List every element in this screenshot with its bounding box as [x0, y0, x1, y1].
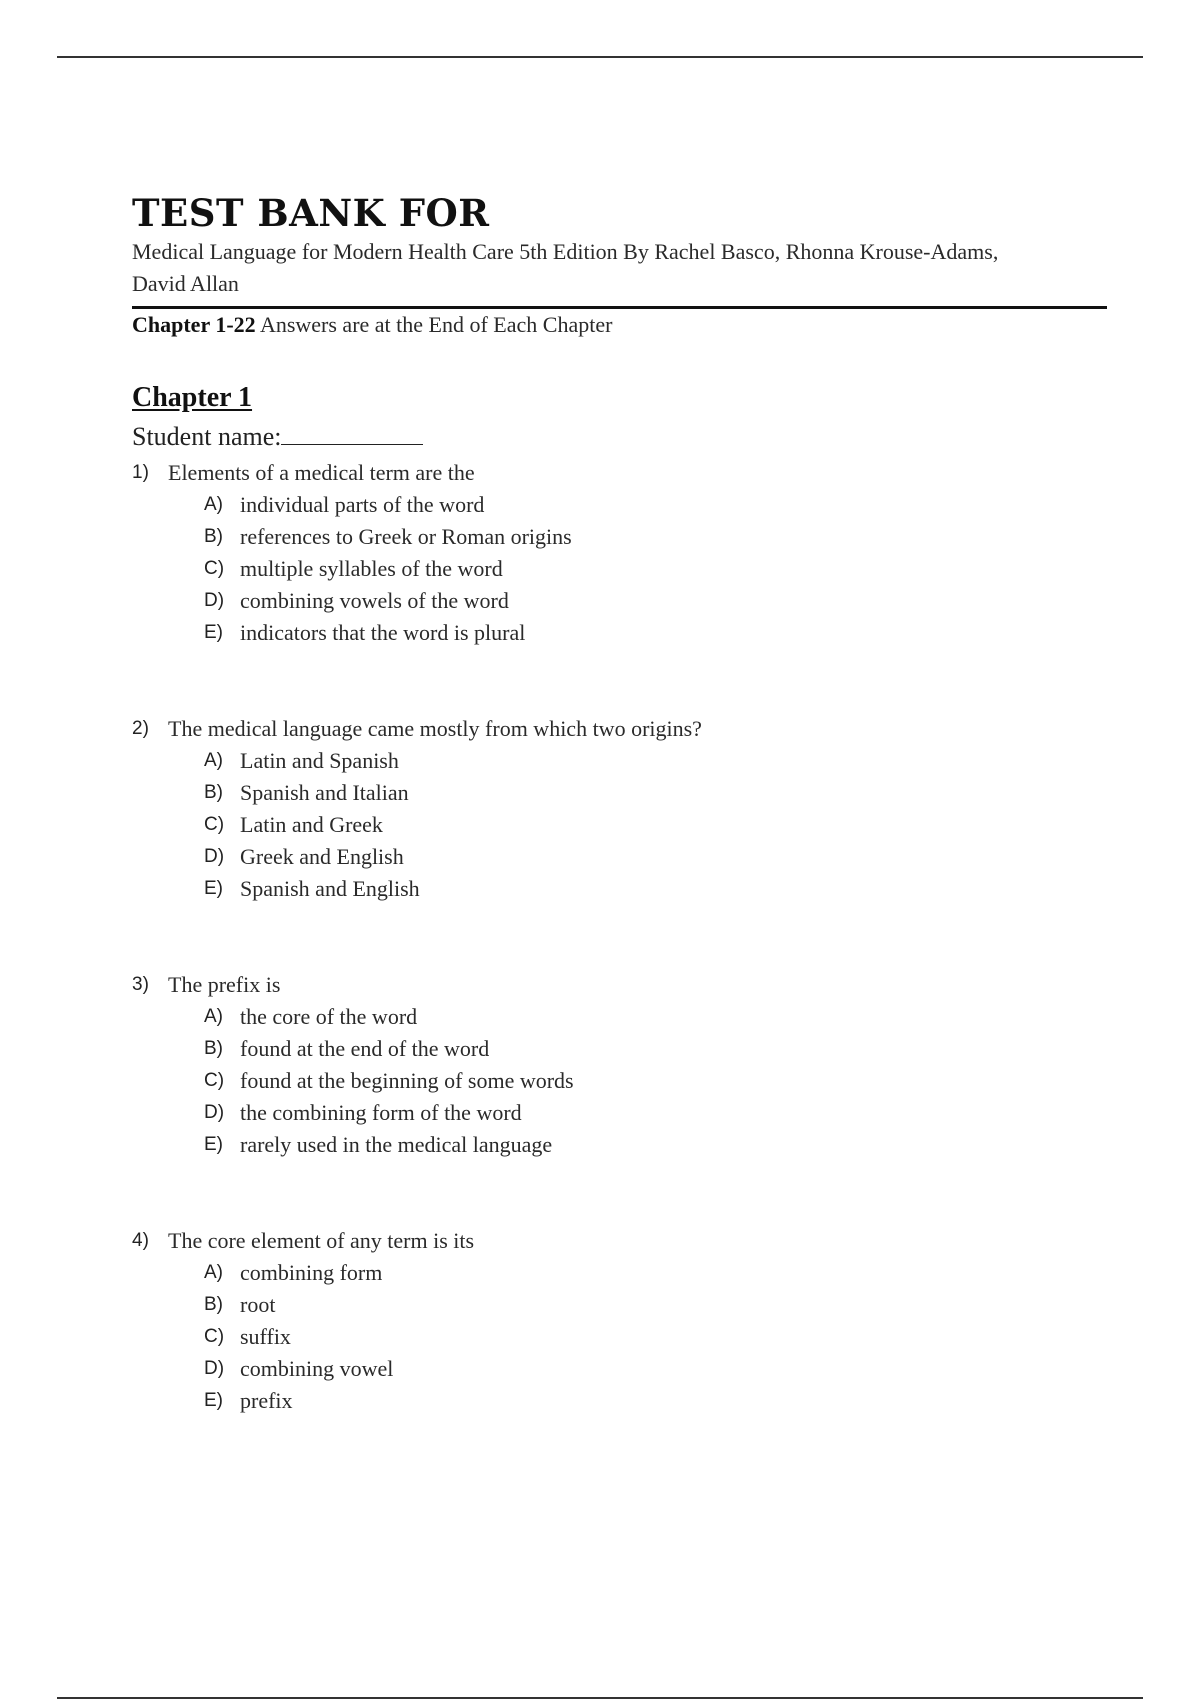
chapters-range: Chapter 1-22	[132, 312, 256, 337]
answer-option	[204, 1353, 1107, 1385]
question-stem	[132, 1225, 1107, 1257]
option-text: references to Greek or Roman origins	[240, 524, 572, 549]
option-letter: E)	[204, 878, 223, 899]
answer-option	[204, 873, 1107, 905]
answer-option	[204, 553, 1107, 585]
option-text: Latin and Spanish	[240, 748, 399, 773]
question-list	[132, 457, 1107, 1417]
option-text: combining form	[240, 1260, 383, 1285]
option-letter: C)	[204, 814, 225, 835]
answer-option	[204, 1321, 1107, 1353]
option-text: combining vowels of the word	[240, 588, 509, 613]
page-top-rule	[57, 56, 1143, 58]
option-letter: B)	[204, 526, 223, 547]
student-name-blank[interactable]	[281, 422, 423, 445]
document-body	[132, 190, 1107, 1481]
option-letter: D)	[204, 590, 225, 611]
option-letter: E)	[204, 622, 223, 643]
answer-option	[204, 809, 1107, 841]
option-letter: D)	[204, 1358, 225, 1379]
answer-option	[204, 617, 1107, 649]
question-item	[132, 457, 1107, 649]
question-number: 3)	[132, 974, 149, 995]
question-item	[132, 969, 1107, 1161]
option-letter: D)	[204, 1102, 225, 1123]
student-name-line	[132, 421, 1107, 453]
option-letter: A)	[204, 750, 223, 771]
option-letter: A)	[204, 1262, 223, 1283]
answer-option	[204, 841, 1107, 873]
answer-option	[204, 1289, 1107, 1321]
option-text: root	[240, 1292, 276, 1317]
option-text: suffix	[240, 1324, 291, 1349]
document-subtitle	[132, 236, 1107, 300]
answer-option	[204, 1385, 1107, 1417]
question-number: 4)	[132, 1230, 149, 1251]
question-item	[132, 1225, 1107, 1417]
answer-option	[204, 1257, 1107, 1289]
option-text: combining vowel	[240, 1356, 394, 1381]
question-stem	[132, 457, 1107, 489]
option-letter: C)	[204, 1070, 225, 1091]
option-letter: E)	[204, 1390, 223, 1411]
option-text: individual parts of the word	[240, 492, 485, 517]
question-item	[132, 713, 1107, 905]
option-letter: C)	[204, 1326, 225, 1347]
question-stem	[132, 713, 1107, 745]
option-letter: B)	[204, 782, 223, 803]
option-letter: A)	[204, 1006, 223, 1027]
option-text: indicators that the word is plural	[240, 620, 526, 645]
option-text: rarely used in the medical language	[240, 1132, 553, 1157]
answer-option	[204, 1129, 1107, 1161]
option-text: Greek and English	[240, 844, 404, 869]
question-text: The medical language came mostly from which two origins?	[168, 716, 702, 741]
option-text: prefix	[240, 1388, 293, 1413]
answer-option	[204, 521, 1107, 553]
answer-option	[204, 489, 1107, 521]
question-number: 1)	[132, 462, 149, 483]
option-letter: B)	[204, 1294, 223, 1315]
option-letter: A)	[204, 494, 223, 515]
question-stem	[132, 969, 1107, 1001]
option-letter: E)	[204, 1134, 223, 1155]
subtitle-line-1: Medical Language for Modern Health Care 5th Edition By Rachel Basco, Rhonna Krouse-Adams,	[132, 239, 999, 264]
answer-option	[204, 777, 1107, 809]
option-text: multiple syllables of the word	[240, 556, 503, 581]
question-text: The prefix is	[168, 972, 281, 997]
option-text: Spanish and Italian	[240, 780, 409, 805]
option-letter: B)	[204, 1038, 223, 1059]
answer-option	[204, 1065, 1107, 1097]
option-text: found at the beginning of some words	[240, 1068, 574, 1093]
answer-option	[204, 745, 1107, 777]
answer-option	[204, 1033, 1107, 1065]
answer-option	[204, 585, 1107, 617]
option-text: Latin and Greek	[240, 812, 383, 837]
student-name-label: Student name:	[132, 422, 282, 451]
title-divider	[132, 306, 1107, 309]
subtitle-line-2: David Allan	[132, 271, 239, 296]
answer-option	[204, 1001, 1107, 1033]
chapter-heading: Chapter 1	[132, 382, 253, 413]
option-text: found at the end of the word	[240, 1036, 490, 1061]
chapters-note-text: Answers are at the End of Each Chapter	[255, 312, 613, 337]
option-text: the core of the word	[240, 1004, 418, 1029]
option-letter: D)	[204, 846, 225, 867]
question-text: The core element of any term is its	[168, 1228, 475, 1253]
option-letter: C)	[204, 558, 225, 579]
document-title: TEST BANK FOR	[132, 191, 490, 235]
question-number: 2)	[132, 718, 149, 739]
answer-option	[204, 1097, 1107, 1129]
question-text: Elements of a medical term are the	[168, 460, 475, 485]
chapters-note	[132, 311, 1107, 339]
option-text: the combining form of the word	[240, 1100, 522, 1125]
option-text: Spanish and English	[240, 876, 420, 901]
page-bottom-rule	[57, 1697, 1143, 1699]
